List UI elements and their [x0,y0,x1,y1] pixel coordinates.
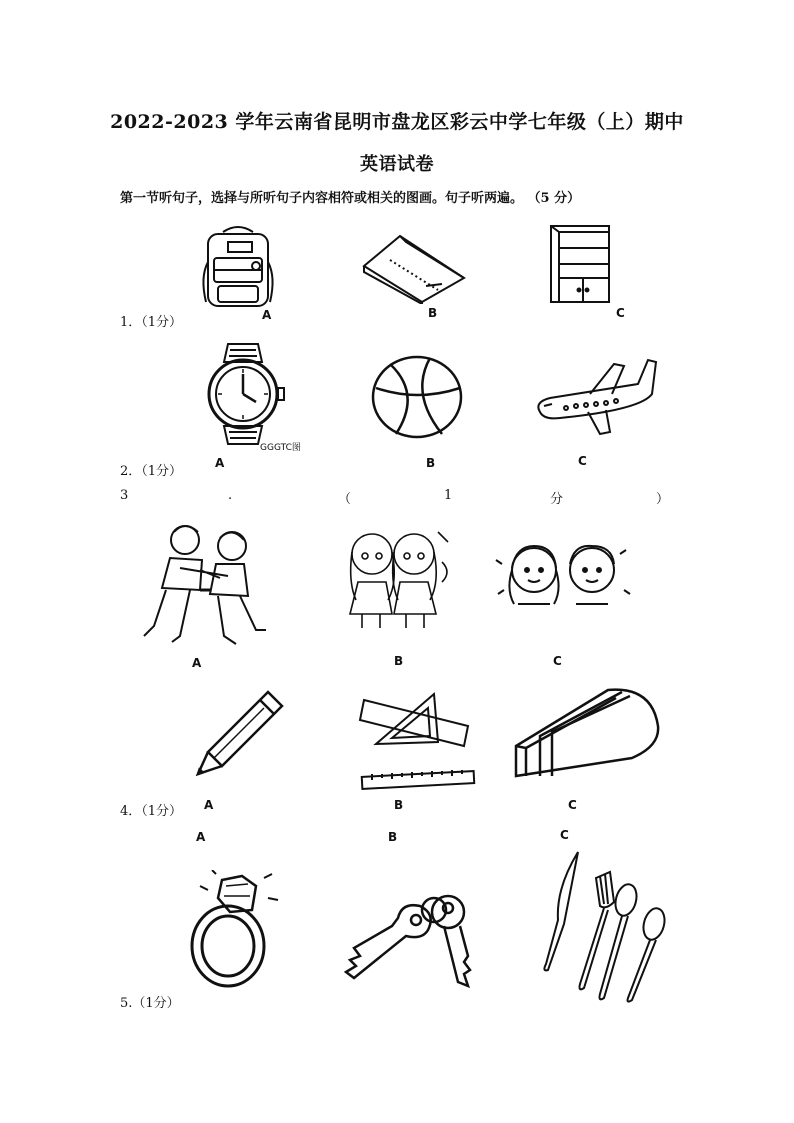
option-4a-letter: A [204,798,214,812]
pencil-icon[interactable] [194,688,286,778]
question-1-label: 1．（1分） [120,315,183,330]
question-2-label: 2．（1分） [120,464,183,479]
keys-icon[interactable] [342,886,484,994]
option-2c-letter: C [578,454,587,468]
option-1b-letter: B [428,306,438,320]
option-5c-letter: C [560,828,569,842]
book-icon[interactable] [360,232,470,304]
backpack-icon[interactable] [198,222,278,314]
q3-open-paren: （ [338,492,352,507]
two-girls-icon[interactable] [330,522,460,632]
watch-caption: GGGTC图 [260,443,301,453]
q3-score: 1 [444,488,453,503]
option-4b-letter: B [394,798,404,812]
airplane-icon[interactable] [530,354,658,438]
eraser-icon[interactable] [512,686,662,780]
watch-icon[interactable] [198,340,288,448]
option-5b-letter: B [388,830,398,844]
option-4c-letter: C [568,798,577,812]
option-1a-letter: A [262,308,272,322]
cutlery-icon[interactable] [526,848,676,1004]
option-2a-letter: A [215,456,225,470]
q3-dot: . [228,488,233,503]
section-heading: 第一节听句子，选择与所听句子内容相符或相关的图画。句子听两遍。 （5 分） [120,191,581,206]
boys-wrestling-icon[interactable] [140,518,270,648]
ring-icon[interactable] [186,870,282,990]
basketball-icon[interactable] [370,354,464,440]
question-3-label [120,488,668,506]
page-subtitle: 英语试卷 [360,154,434,175]
rulers-icon[interactable] [358,688,476,794]
question-5-label: 5.（1分） [120,996,180,1011]
option-2b-letter: B [426,456,436,470]
option-3c-letter: C [553,654,562,668]
option-5a-letter: A [196,830,206,844]
girl-and-boy-icon[interactable] [494,540,632,612]
option-1c-letter: C [616,306,625,320]
q3-close-paren: ） [656,492,670,507]
q3-number: 3 [120,488,129,503]
option-3b-letter: B [394,654,404,668]
question-4-label: 4．（1分） [120,804,183,819]
bookcase-icon[interactable] [545,222,617,306]
q3-unit: 分 [550,492,564,507]
option-3a-letter: A [192,656,202,670]
page-title: 2022-2023 学年云南省昆明市盘龙区彩云中学七年级（上）期中 [110,111,684,133]
